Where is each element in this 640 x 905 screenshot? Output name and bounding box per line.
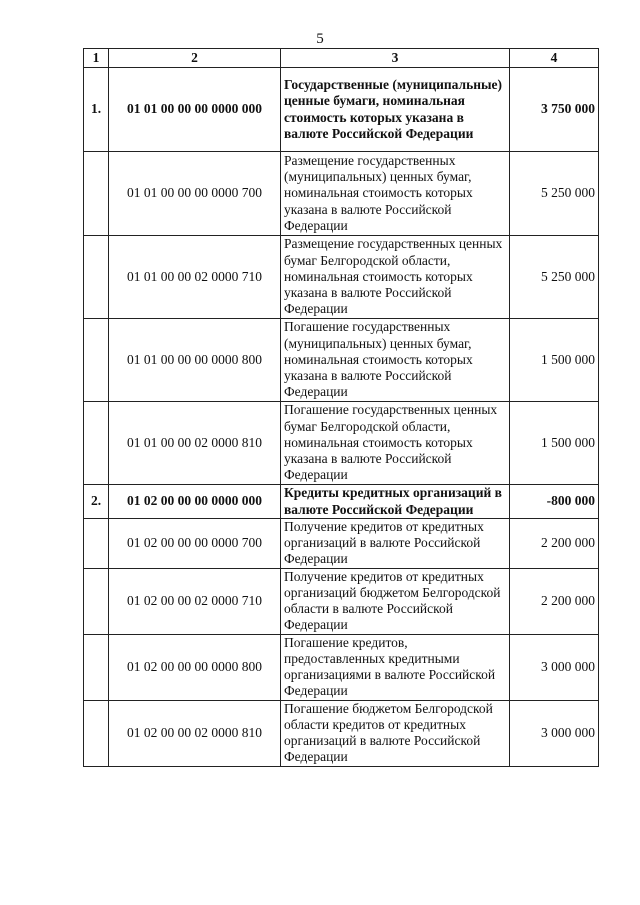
row-number (84, 402, 109, 485)
table-row (84, 319, 599, 402)
row-description: Погашение бюджетом Белгородской области кредитов от кредитных организаций в валюте Российской Федерации (281, 700, 510, 766)
table-row (84, 485, 599, 519)
table-row (84, 402, 599, 485)
row-amount: 2 200 000 (510, 519, 599, 569)
row-description: Погашение государственных (муниципальных) ценных бумаг, номинальная стоимость которых указана в валюте Российской Федерации (281, 319, 510, 402)
row-number (84, 236, 109, 319)
table-row (84, 568, 599, 634)
row-number (84, 152, 109, 236)
row-amount: 2 200 000 (510, 568, 599, 634)
row-number (84, 319, 109, 402)
row-amount: 5 250 000 (510, 236, 599, 319)
budget-code: 01 01 00 00 02 0000 810 (109, 402, 281, 485)
row-amount: 3 000 000 (510, 700, 599, 766)
header-col-2: 2 (109, 49, 281, 68)
row-amount: 3 750 000 (510, 68, 599, 152)
row-number (84, 568, 109, 634)
row-amount: 5 250 000 (510, 152, 599, 236)
budget-code: 01 01 00 00 00 0000 700 (109, 152, 281, 236)
row-number (84, 634, 109, 700)
row-number (84, 519, 109, 569)
budget-code: 01 02 00 00 00 0000 700 (109, 519, 281, 569)
budget-code: 01 02 00 00 02 0000 810 (109, 700, 281, 766)
row-amount: 1 500 000 (510, 319, 599, 402)
row-description: Размещение государственных (муниципальных) ценных бумаг, номинальная стоимость которых указана в валюте Российской Федерации (281, 152, 510, 236)
budget-code: 01 02 00 00 00 0000 000 (109, 485, 281, 519)
budget-code: 01 01 00 00 00 0000 800 (109, 319, 281, 402)
budget-code: 01 01 00 00 02 0000 710 (109, 236, 281, 319)
row-description: Кредиты кредитных организаций в валюте Российской Федерации (281, 485, 510, 519)
table-row (84, 152, 599, 236)
row-description: Погашение кредитов, предоставленных кредитными организациями в валюте Российской Федерации (281, 634, 510, 700)
budget-code: 01 02 00 00 02 0000 710 (109, 568, 281, 634)
table-body (84, 68, 599, 767)
table-row (84, 700, 599, 766)
table-row (84, 236, 599, 319)
header-col-1: 1 (84, 49, 109, 68)
header-col-4: 4 (510, 49, 599, 68)
row-description: Размещение государственных ценных бумаг Белгородской области, номинальная стоимость которых указана в валюте Российской Федерации (281, 236, 510, 319)
budget-code: 01 02 00 00 00 0000 800 (109, 634, 281, 700)
budget-code: 01 01 00 00 00 0000 000 (109, 68, 281, 152)
row-description: Получение кредитов от кредитных организаций бюджетом Белгородской области в валюте Российской Федерации (281, 568, 510, 634)
page-number: 5 (316, 31, 324, 47)
row-amount: 1 500 000 (510, 402, 599, 485)
table-header-row (84, 49, 599, 68)
table-row (84, 519, 599, 569)
row-amount: -800 000 (510, 485, 599, 519)
row-number: 2. (84, 485, 109, 519)
sources-of-financing-table (83, 48, 599, 767)
header-col-3: 3 (281, 49, 510, 68)
table-row (84, 634, 599, 700)
row-description: Получение кредитов от кредитных организаций в валюте Российской Федерации (281, 519, 510, 569)
row-amount: 3 000 000 (510, 634, 599, 700)
row-description: Погашение государственных ценных бумаг Белгородской области, номинальная стоимость которых указана в валюте Российской Федерации (281, 402, 510, 485)
table-row (84, 68, 599, 152)
row-number: 1. (84, 68, 109, 152)
row-description: Государственные (муниципальные) ценные бумаги, номинальная стоимость которых указана в валюте Российской Федерации (281, 68, 510, 152)
row-number (84, 700, 109, 766)
